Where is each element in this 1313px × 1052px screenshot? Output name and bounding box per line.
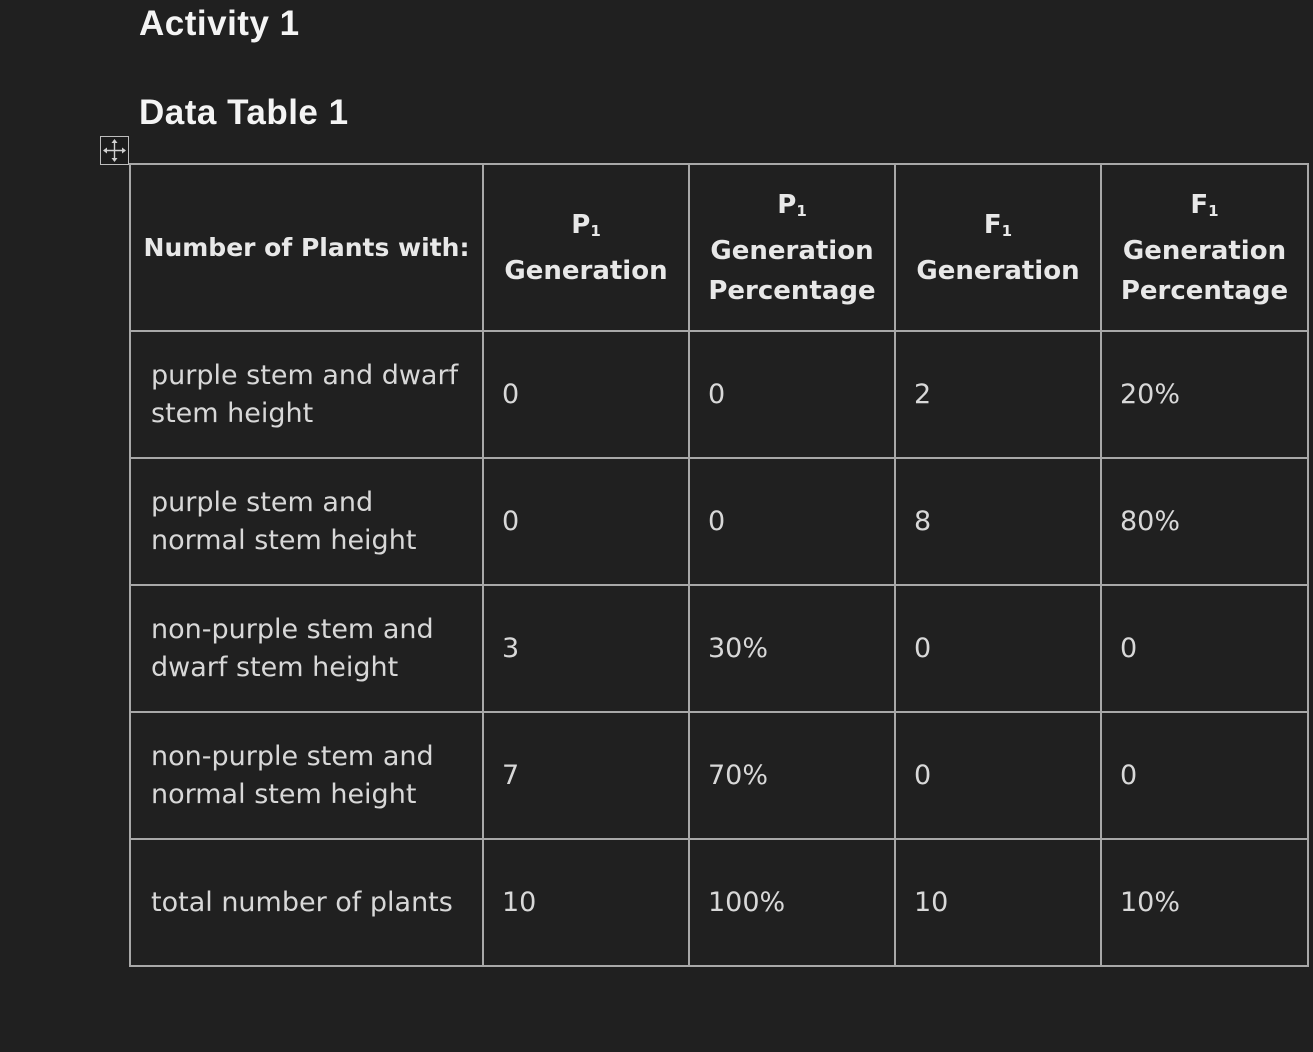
f1-generation-cell[interactable]: 0 — [895, 712, 1101, 839]
generation-subscript: 1 — [1208, 201, 1219, 220]
header-label: Percentage — [1120, 275, 1289, 306]
header-label: Generation — [504, 255, 668, 286]
p1-percentage-cell[interactable]: 0 — [689, 331, 895, 458]
generation-symbol: F — [1190, 189, 1209, 220]
p1-percentage-cell[interactable]: 100% — [689, 839, 895, 966]
row-label-cell[interactable]: purple stem and normal stem height — [130, 458, 483, 585]
row-label-cell[interactable]: non-purple stem and normal stem height — [130, 712, 483, 839]
f1-percentage-cell[interactable]: 10% — [1101, 839, 1308, 966]
f1-percentage-cell[interactable]: 20% — [1101, 331, 1308, 458]
generation-subscript: 1 — [1001, 221, 1013, 240]
header-p1-generation-percentage[interactable] — [689, 164, 895, 331]
p1-percentage-cell[interactable]: 70% — [689, 712, 895, 839]
activity-title: Activity 1 — [139, 4, 300, 43]
f1-generation-cell[interactable]: 0 — [895, 585, 1101, 712]
f1-generation-cell[interactable]: 10 — [895, 839, 1101, 966]
table-move-handle[interactable] — [100, 136, 129, 165]
row-label-cell[interactable]: non-purple stem and dwarf stem height — [130, 585, 483, 712]
generation-subscript: 1 — [796, 201, 807, 220]
p1-generation-cell[interactable]: 0 — [483, 458, 689, 585]
header-f1-generation[interactable] — [895, 164, 1101, 331]
generation-symbol: P — [571, 209, 591, 240]
generation-symbol: P — [777, 189, 797, 220]
header-label: Generation — [710, 235, 874, 266]
move-arrows-icon — [101, 137, 128, 164]
row-label-cell[interactable]: total number of plants — [130, 839, 483, 966]
f1-generation-cell[interactable]: 8 — [895, 458, 1101, 585]
generation-subscript: 1 — [590, 221, 601, 240]
header-label: Number of Plants with: — [143, 232, 470, 262]
f1-generation-cell[interactable]: 2 — [895, 331, 1101, 458]
p1-generation-cell[interactable]: 10 — [483, 839, 689, 966]
table-row — [130, 839, 1308, 966]
header-p1-generation[interactable] — [483, 164, 689, 331]
header-f1-generation-percentage[interactable] — [1101, 164, 1308, 331]
generation-symbol: F — [983, 209, 1002, 240]
p1-generation-cell[interactable]: 7 — [483, 712, 689, 839]
data-table — [129, 163, 1309, 967]
f1-percentage-cell[interactable]: 0 — [1101, 585, 1308, 712]
p1-percentage-cell[interactable]: 30% — [689, 585, 895, 712]
f1-percentage-cell[interactable]: 80% — [1101, 458, 1308, 585]
table-row — [130, 458, 1308, 585]
header-label: Percentage — [708, 275, 876, 306]
header-label: Generation — [1122, 235, 1287, 266]
table-row — [130, 585, 1308, 712]
p1-percentage-cell[interactable]: 0 — [689, 458, 895, 585]
table-row — [130, 331, 1308, 458]
header-label: Generation — [916, 255, 1080, 286]
row-label-cell[interactable]: purple stem and dwarf stem height — [130, 331, 483, 458]
table-header-row — [130, 164, 1308, 331]
f1-percentage-cell[interactable]: 0 — [1101, 712, 1308, 839]
table-title: Data Table 1 — [139, 93, 349, 132]
p1-generation-cell[interactable]: 0 — [483, 331, 689, 458]
p1-generation-cell[interactable]: 3 — [483, 585, 689, 712]
header-plants-with[interactable] — [130, 164, 483, 331]
table-row — [130, 712, 1308, 839]
